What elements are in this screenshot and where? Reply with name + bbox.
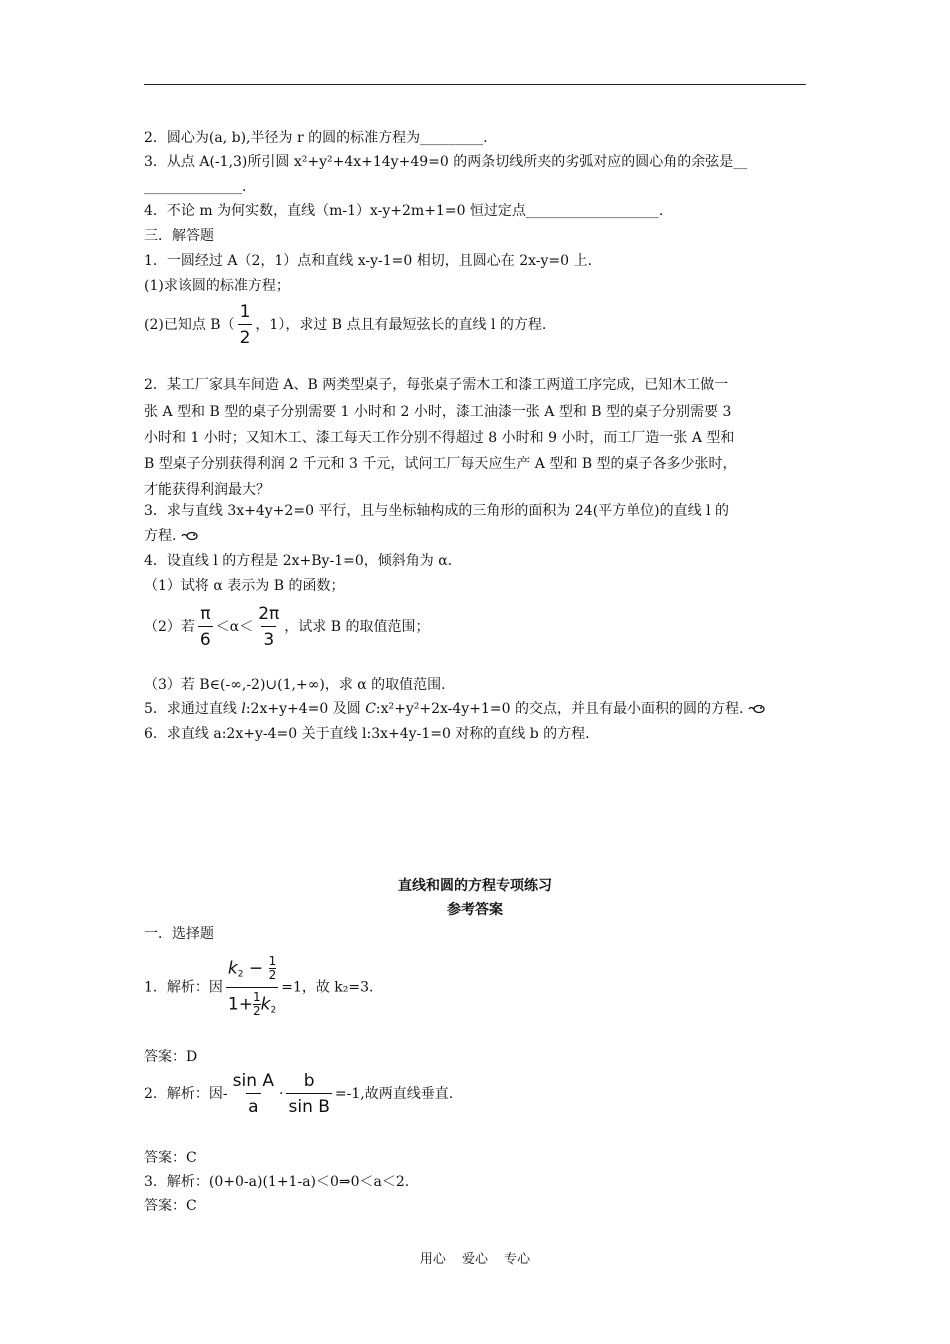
fraction-den: sin B xyxy=(286,1093,331,1117)
solve-p4-part3: （3）若 B∈(-∞,-2)∪(1,+∞)，求 α 的取值范围. xyxy=(144,677,446,693)
answers-title: 直线和圆的方程专项练习 xyxy=(398,878,552,894)
p1-2-suffix: ，1），求过 B 点且有最短弦长的直线 l 的方程. xyxy=(255,317,547,333)
solve-p2-line5: 才能获得利润最大？ xyxy=(144,482,270,498)
answer-2-choice: 答案：C xyxy=(144,1150,197,1166)
answer-1-choice: 答案：D xyxy=(144,1049,198,1065)
mouse-icon xyxy=(748,704,766,714)
solve-p4-part1: （1）试将 α 表示为 B 的函数； xyxy=(144,578,345,594)
p5-circle-symbol: C xyxy=(365,701,376,717)
p1-2-prefix: (2)已知点 B（ xyxy=(144,317,235,333)
solve-p2-line2: 张 A 型和 B 型的桌子分别需要 1 小时和 2 小时，漆工油漆一张 A 型和 B 型的桌子分别需要 3 xyxy=(144,404,732,420)
header-rule xyxy=(144,84,806,85)
fill-q2: 2．圆心为(a, b),半径为 r 的圆的标准方程为_________. xyxy=(144,130,488,146)
a2-suffix: =-1,故两直线垂直. xyxy=(334,1086,454,1102)
solve-p2-line4: B 型桌子分别获得利润 2 千元和 3 千元，试问工厂每天应生产 A 型和 B 型的桌子各多少张时， xyxy=(144,456,737,472)
answers-subtitle: 参考答案 xyxy=(447,902,503,918)
solve-p3-line2 xyxy=(144,526,199,546)
fill-q3-line1: 3．从点 A(-1,3)所引圆 x²+y²+4x+14y+49=0 的两条切线所夹的劣弧对应的圆心角的余弦是__ xyxy=(144,154,748,170)
a2-prefix: 2．解析：因- xyxy=(144,1086,228,1102)
solve-p1: 1．一圆经过 A（2，1）点和直线 x-y-1=0 相切，且圆心在 2x-y=0 上. xyxy=(144,253,592,269)
solve-p5 xyxy=(144,699,766,719)
a2-dot: · xyxy=(279,1086,284,1102)
fraction-num: 1 xyxy=(239,302,251,322)
p5-mid1: :2x+y+4=0 及圆 xyxy=(245,701,366,717)
fraction-den: a xyxy=(246,1093,260,1117)
answer-3: 3．解析：(0+0-a)(1+1-a)＜0⇒0＜a＜2. xyxy=(144,1174,410,1190)
fraction-num: 2π xyxy=(258,604,280,624)
answer-2 xyxy=(144,1071,453,1117)
solve-p1-part1: (1)求该圆的标准方程； xyxy=(144,278,290,294)
p5-prefix: 5．求通过直线 xyxy=(144,701,242,717)
fraction-den: 3 xyxy=(261,626,276,650)
mouse-icon xyxy=(181,531,199,541)
solve-p6: 6．求直线 a:2x+y-4=0 关于直线 l:3x+4y-1=0 对称的直线 b 的方程. xyxy=(144,726,590,742)
fraction-den: 2 xyxy=(238,324,253,348)
solve-p3-line1: 3．求与直线 3x+4y+2=0 平行，且与坐标轴构成的三角形的面积为 24(平方单位)的直线 l 的 xyxy=(144,503,729,519)
fraction-half xyxy=(238,302,253,348)
a1-suffix: =1，故 k₂=3. xyxy=(281,979,374,996)
fraction-sinA-a xyxy=(231,1071,276,1117)
a1-prefix: 1．解析：因 xyxy=(144,979,223,996)
fraction-k2 xyxy=(226,955,278,1020)
fraction-pi-6 xyxy=(198,604,213,650)
page-footer: 用心 爱心 专心 xyxy=(419,1252,531,1267)
fill-q4: 4．不论 m 为何实数，直线（m-1）x-y+2m+1=0 恒过定点___________________. xyxy=(144,203,664,219)
p4-2-prefix: （2）若 xyxy=(144,619,195,635)
solve-p1-part2 xyxy=(144,302,546,348)
solve-p2-line3: 小时和 1 小时；又知木工、漆工每天工作分别不得超过 8 小时和 9 小时，而工厂造一张 A 型和 xyxy=(144,430,735,446)
fraction-num: sin A xyxy=(232,1071,275,1091)
fraction-b-sinB xyxy=(286,1071,331,1117)
fraction-num: $k_2$ − $\frac{1}{2}$ xyxy=(227,954,277,982)
p3-line2-text: 方程. xyxy=(144,528,177,544)
fraction-den: 6 xyxy=(198,626,213,650)
answer-3-choice: 答案：C xyxy=(144,1198,197,1214)
fraction-2pi-3 xyxy=(256,604,281,650)
p4-2-suffix: ，试求 B 的取值范围； xyxy=(284,619,430,635)
solve-p4: 4．设直线 l 的方程是 2x+By-1=0，倾斜角为 α. xyxy=(144,553,453,569)
solve-p4-part2 xyxy=(144,604,429,650)
answer-1 xyxy=(144,955,374,1020)
p5-line-symbol: l xyxy=(241,701,246,717)
p5-mid2: :x²+y²+2x-4y+1=0 的交点，并且有最小面积的圆的方程. xyxy=(375,701,744,717)
answers-section: 一．选择题 xyxy=(144,926,214,942)
fraction-num: b xyxy=(303,1071,315,1091)
p4-2-mid: ＜α＜ xyxy=(215,619,254,635)
fraction-num: π xyxy=(200,604,211,624)
fill-q3-line2: ______________. xyxy=(144,179,247,195)
solve-heading: 三．解答题 xyxy=(144,228,214,244)
solve-p2-line1: 2．某工厂家具车间造 A、B 两类型桌子，每张桌子需木工和漆工两道工序完成，已知木工做一 xyxy=(144,377,729,393)
fraction-den: 1+ $\frac{1}{2}$ $k_2$ xyxy=(226,987,278,1021)
